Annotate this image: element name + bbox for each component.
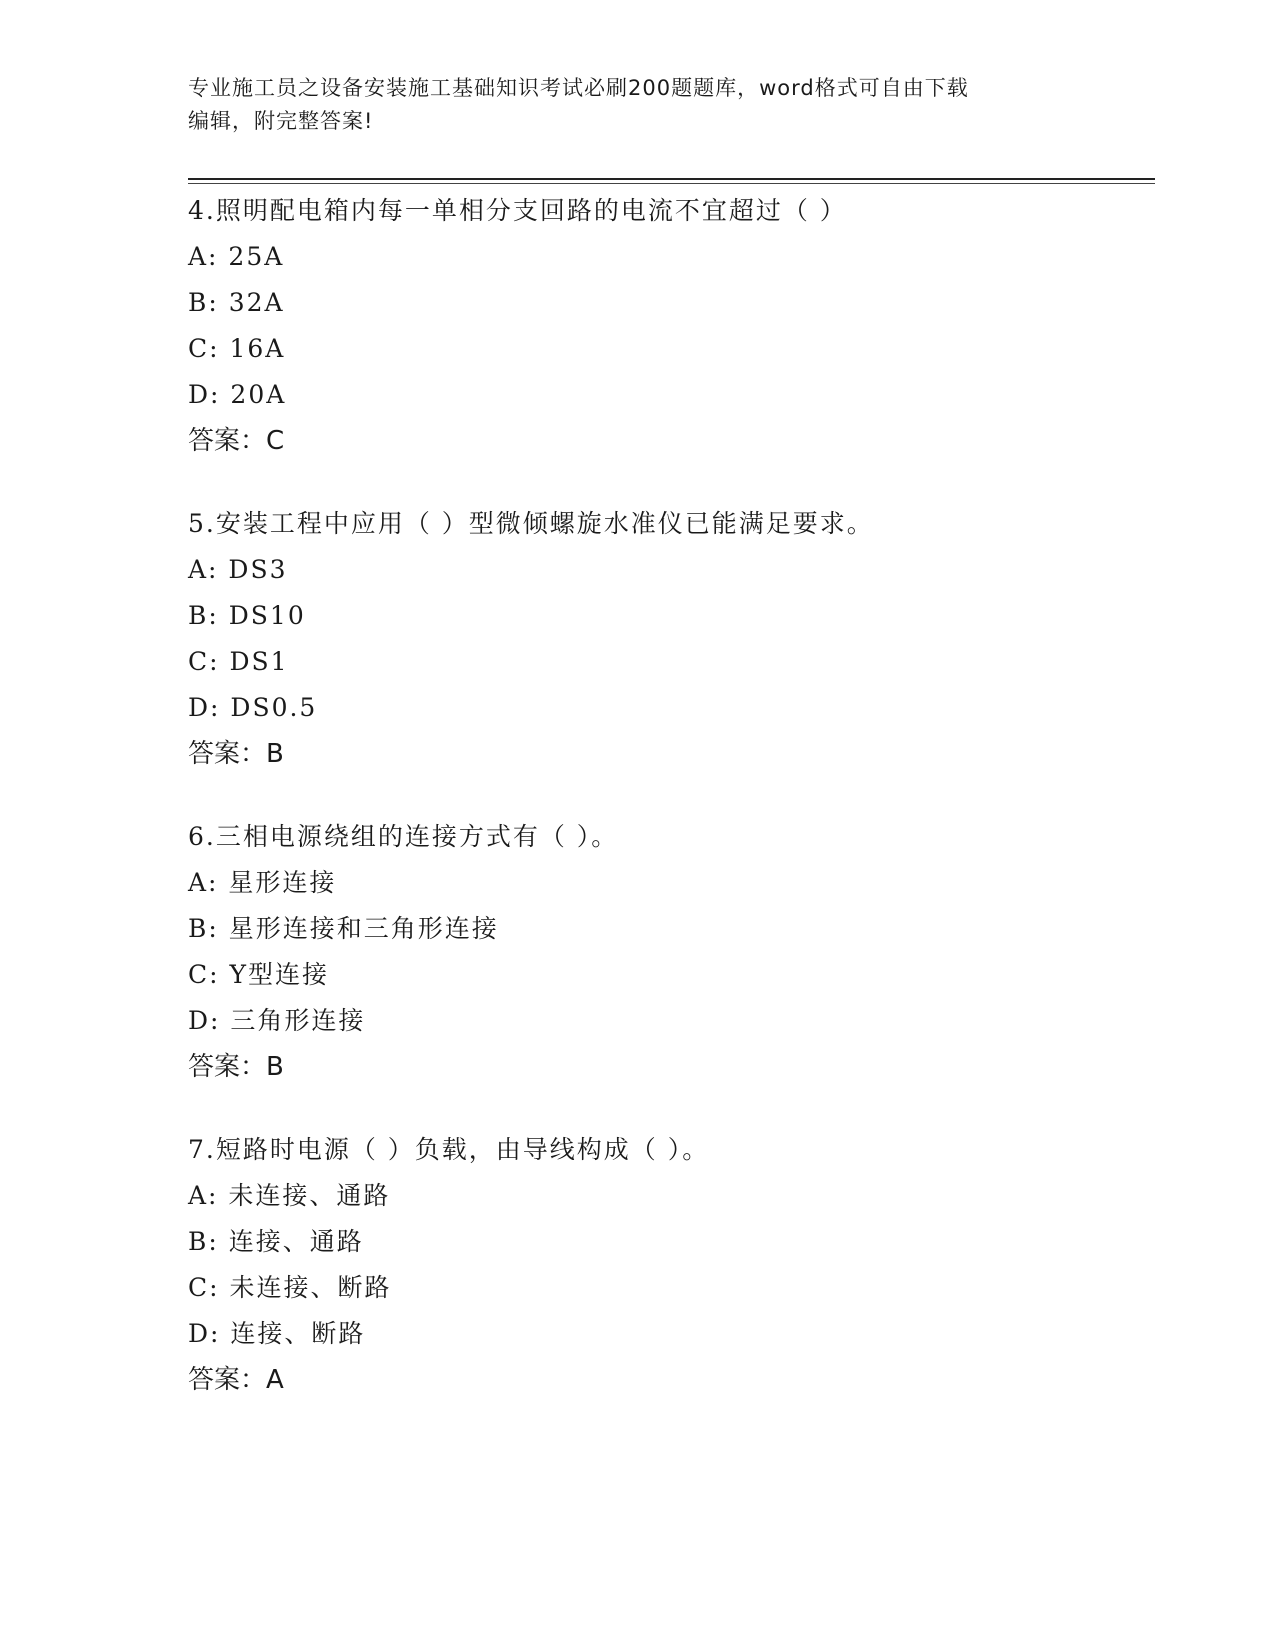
- option-c: C: DS1: [188, 647, 289, 676]
- question-text: 6.三相电源绕组的连接方式有（ ）。: [188, 822, 619, 851]
- option-a: A: 星形连接: [188, 868, 337, 897]
- option-a: A: 25A: [188, 242, 285, 271]
- answer-line: 答案：B: [188, 739, 284, 769]
- question-text: 5.安装工程中应用（ ）型微倾螺旋水准仪已能满足要求。: [188, 509, 874, 538]
- header-divider-thick: [188, 178, 1155, 180]
- option-b: B: 星形连接和三角形连接: [188, 914, 499, 943]
- question-text: 7.短路时电源（ ）负载，由导线构成（ ）。: [188, 1135, 710, 1164]
- question-6: [188, 814, 1148, 1090]
- option-c: C: 16A: [188, 334, 286, 363]
- answer-line: 答案：B: [188, 1052, 284, 1082]
- answer-line: 答案：A: [188, 1365, 284, 1395]
- option-b: B: 连接、通路: [188, 1227, 364, 1256]
- option-b: B: 32A: [188, 288, 285, 317]
- option-d: D: DS0.5: [188, 693, 318, 722]
- option-d: D: 连接、断路: [188, 1319, 366, 1348]
- question-list: [188, 188, 1148, 1440]
- question-text: 4.照明配电箱内每一单相分支回路的电流不宜超过（ ）: [188, 196, 847, 225]
- header-line-2: 编辑，附完整答案!: [188, 109, 374, 133]
- question-5: [188, 501, 1148, 777]
- header-line-1: 专业施工员之设备安装施工基础知识考试必刷200题题库，word格式可自由下载: [188, 76, 969, 100]
- header-divider-thin: [188, 183, 1155, 184]
- question-4: [188, 188, 1148, 464]
- answer-line: 答案：C: [188, 426, 285, 456]
- option-c: C: 未连接、断路: [188, 1273, 392, 1302]
- option-a: A: 未连接、通路: [188, 1181, 391, 1210]
- option-a: A: DS3: [188, 555, 288, 584]
- document-header: [188, 72, 1068, 138]
- option-d: D: 20A: [188, 380, 287, 409]
- option-c: C: Y型连接: [188, 960, 330, 989]
- option-d: D: 三角形连接: [188, 1006, 366, 1035]
- question-7: [188, 1127, 1148, 1403]
- option-b: B: DS10: [188, 601, 306, 630]
